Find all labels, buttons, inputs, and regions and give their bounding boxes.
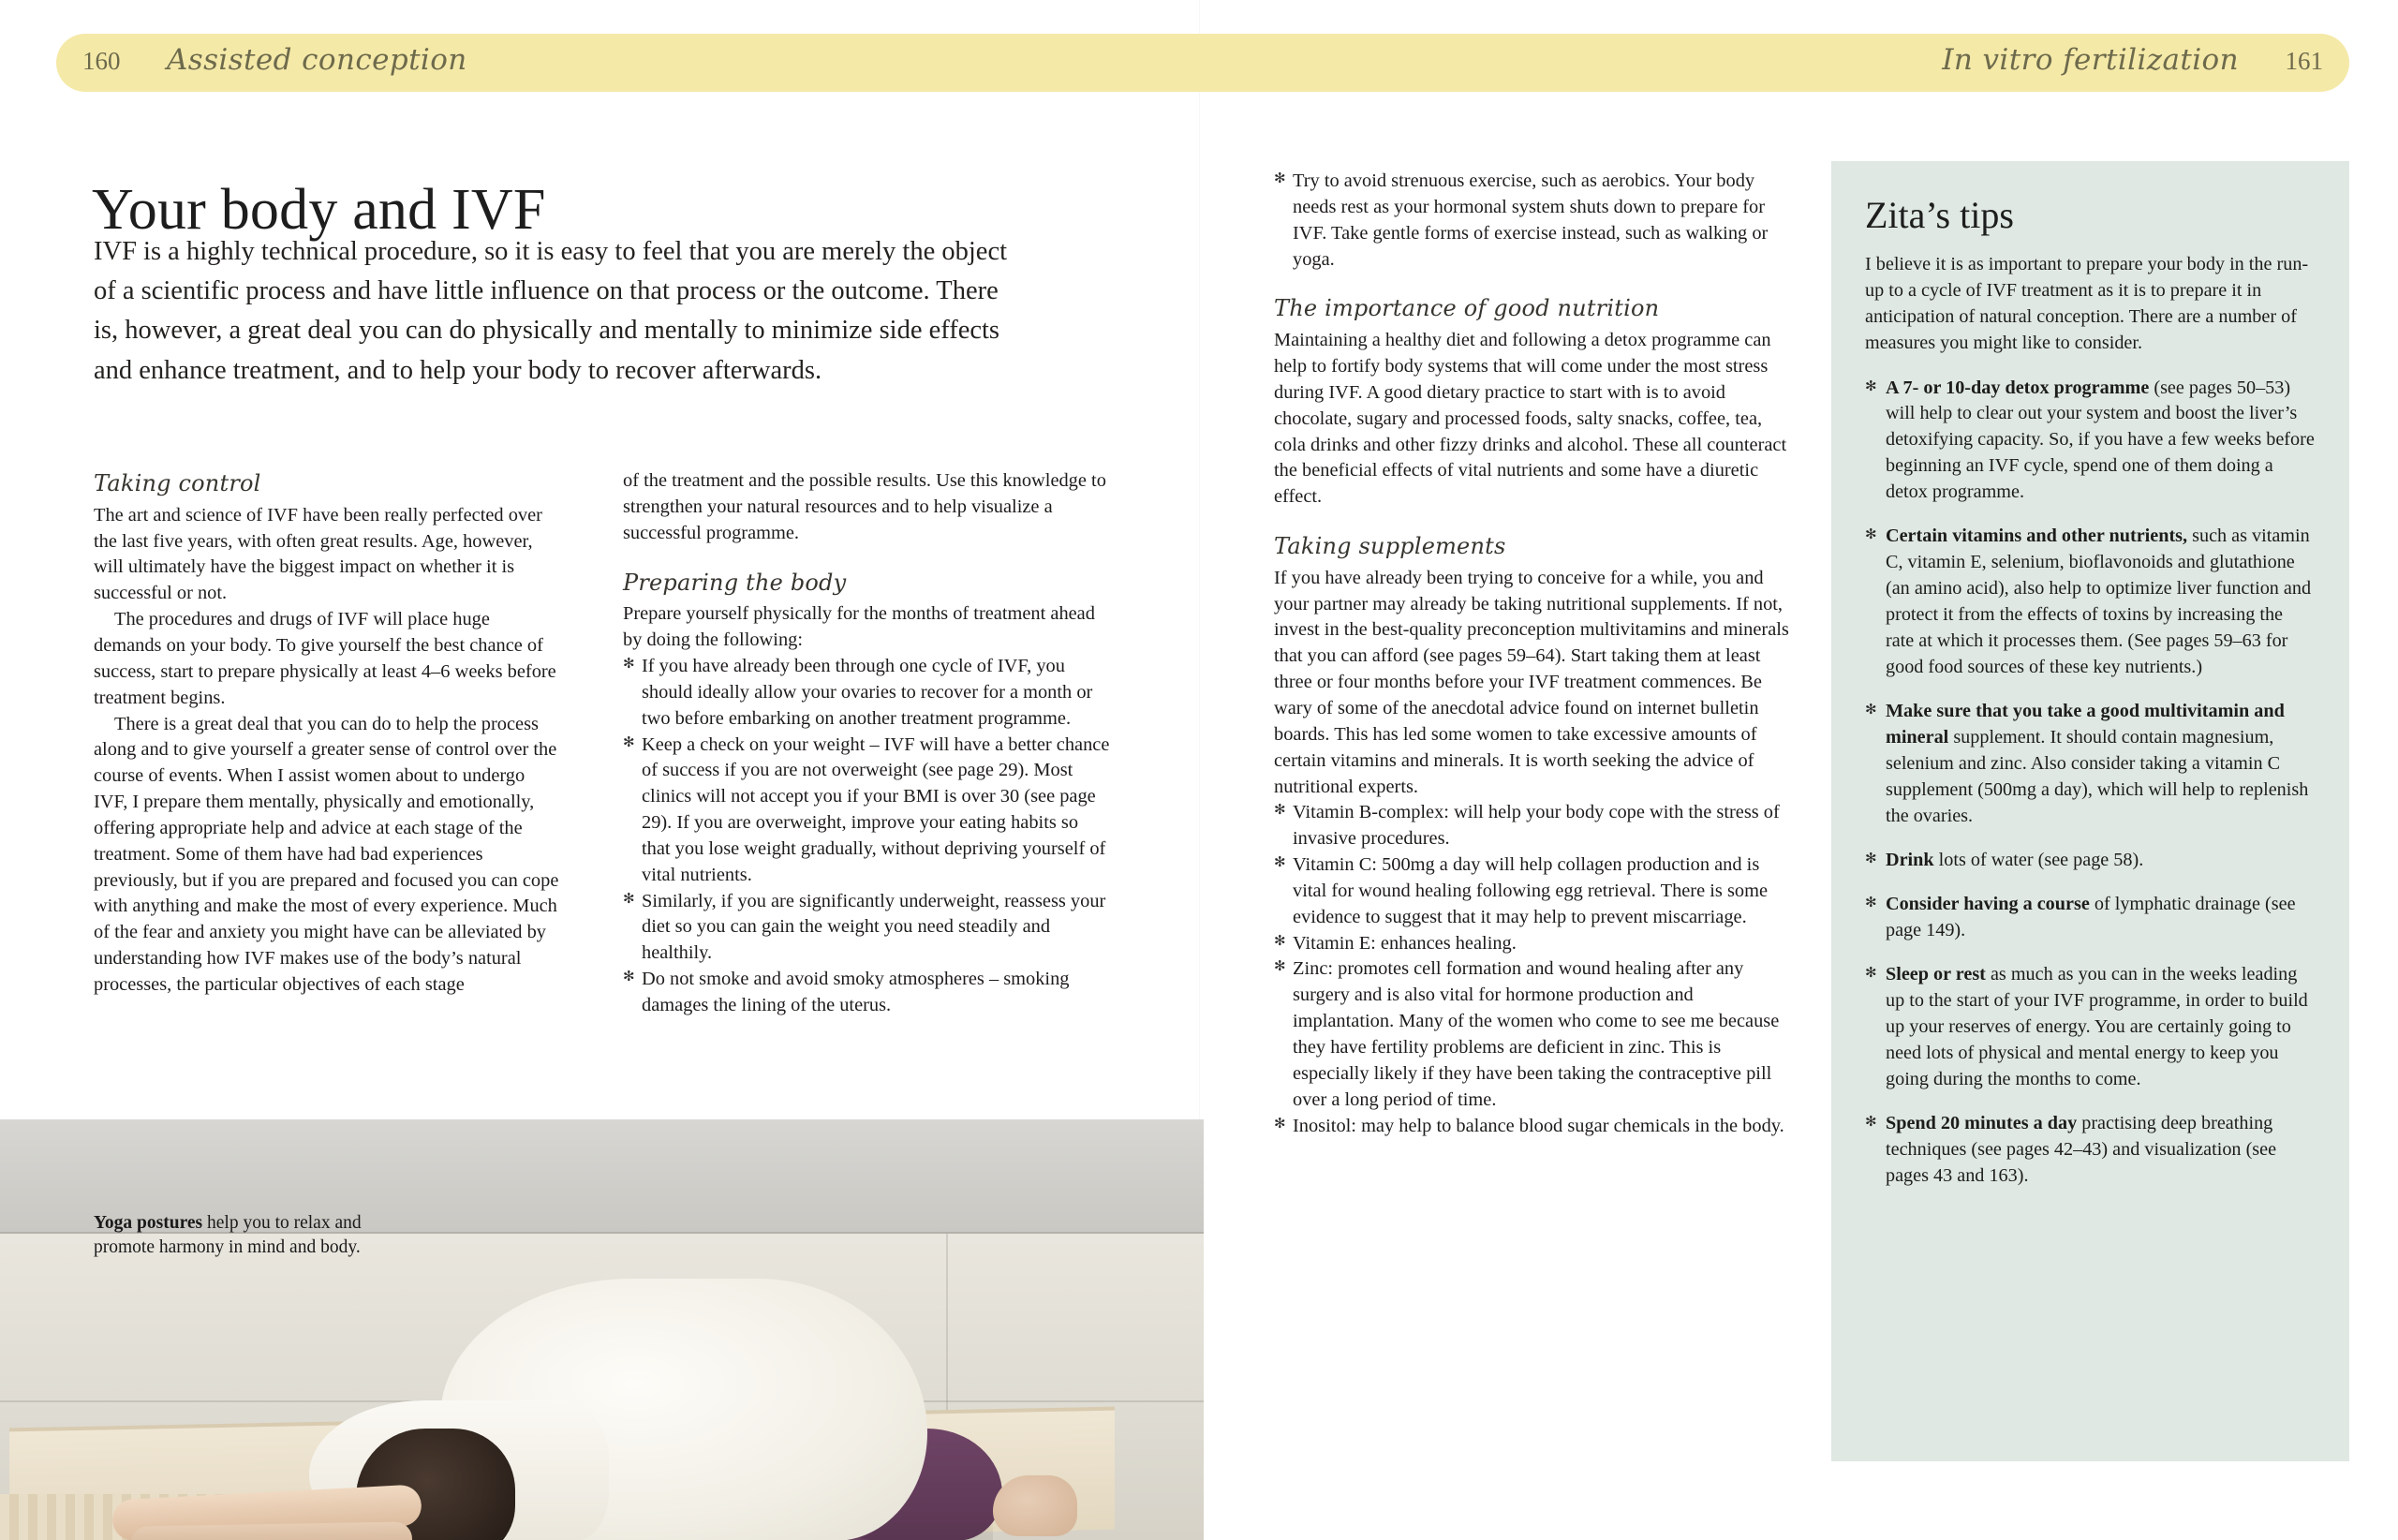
list-item: ✻ Try to avoid strenuous exercise, such as aerobics. Your body needs rest as your hormonal system shuts down to prepare for IVF. Take gentle forms of exercise instead, such as walking or yoga. — [1274, 169, 1791, 273]
list-item — [1865, 524, 2316, 681]
tip-lead: Certain vitamins and other nutrients, — [1886, 526, 2188, 547]
subheading-nutrition: The importance of good nutrition — [1274, 295, 1660, 322]
figure-foot — [993, 1475, 1077, 1536]
tip-text: lots of water (see page 58). — [1933, 850, 2144, 870]
tip-text: (see pages 50–53) will help to clear out your system and boost the liver’s detoxifying capacity. So, if you have a few weeks before beginning an IVF cycle, spend one of them doing a detox programme. — [1886, 377, 2315, 503]
paragraph: Maintaining a healthy diet and following a detox programme can help to fortify body systems that will come under the most stress during IVF. A good dietary practice to start with is to avoid chocolate, sugary and processed foods, salty snacks, coffee, tea, cola drinks and other fizzy drinks and alcohol. These all counteract the beneficial effects of vital nutrients and some have a diuretic effect. — [1274, 330, 1787, 508]
tips-panel-lead: I believe it is as important to prepare your body in the run-up to a cycle of IVF treatment as it is to prepare it in anticipation of natural conception. There are a number of measures you might like to consider. — [1865, 254, 2309, 353]
subheading-preparing-the-body: Preparing the body — [623, 569, 847, 596]
running-head-band — [56, 34, 2349, 92]
tip-lead: Spend 20 minutes a day — [1886, 1112, 2078, 1133]
body-column-3 — [1274, 169, 1791, 1139]
list-item — [1865, 699, 2316, 830]
paragraph: If you have already been trying to conceive for a while, you and your partner may already be taking nutritional supplements. If not, invest in the best-quality preconception multivitamins and minerals that you can afford (see pages 59–64). Start taking them at least three or four months before your IVF treatment commences. Be wary of some of the anecdotal advice found on internet bulletin boards. This has led some women to take excessive amounts of certain vitamins and minerals. It is worth seeking the advice of nutritional experts. — [1274, 567, 1789, 797]
standfirst-paragraph: IVF is a highly technical procedure, so it is easy to feel that you are merely the object of a scientific process and have little influence on that process or the outcome. There is, however, a great deal you can do physically and mentally to minimize side effects and enhance treatment, and to help your body to recover afterwards. — [94, 237, 1008, 385]
chapter-title-right: In vitro fertilization — [1942, 43, 2239, 77]
subheading-taking-control: Taking control — [94, 470, 261, 496]
folio-right: 161 — [2285, 47, 2323, 75]
tip-lead: A 7- or 10-day detox programme — [1886, 377, 2150, 398]
chapter-title-left: Assisted conception — [167, 43, 467, 77]
list-item: ✻ Inositol: may help to balance blood sugar chemicals in the body. — [1274, 1114, 1791, 1140]
tip-text: supplement. It should contain magnesium, selenium and zinc. Also consider taking a vitamin C supplement (500mg a day), which will help to replenish the ovaries. — [1886, 727, 2309, 827]
paragraph: There is a great deal that you can do to help the process along and to give yourself a greater sense of control over the course of events. When I assist women about to undergo IVF, I prepare them mentally, physically and emotionally, offering appropriate help and advice at each stage of the treatment. Some of them have had bad experiences previously, but if you are prepared and focused you can cope with anything and make the most of every experience. Much of the fear and anxiety you might have can be alleviated by understanding how IVF makes use of the body’s natural processes, the particular objectives of each stage — [94, 713, 559, 995]
list-item: ✻ Vitamin B-complex: will help your body cope with the stress of invasive procedures. — [1274, 800, 1791, 852]
list-item: ✻ Keep a check on your weight – IVF will have a better chance of success if you are not overweight (see page 29). Most clinics will not accept you if your BMI is over 30 (see page 29). If you are overweight, improve your eating habits so that you lose weight gradually, without depriving yourself of vital nutrients. — [623, 733, 1110, 889]
yoga-photograph — [0, 1119, 1204, 1540]
body-column-2 — [623, 468, 1110, 1019]
photo-caption-rest: help you to relax and promote harmony in mind and body. — [94, 1213, 362, 1257]
list-item: ✻ Similarly, if you are significantly underweight, reassess your diet so you can gain the weight you need steadily and healthily. — [623, 889, 1110, 968]
paragraph: The art and science of IVF have been really perfected over the last five years, with often great results. Age, however, will ultimately have the biggest impact on whether it is successful or not. — [94, 504, 542, 604]
list-item — [1865, 1111, 2316, 1190]
list-item: ✻ Vitamin E: enhances healing. — [1274, 931, 1791, 957]
tip-lead: Sleep or rest — [1886, 963, 1986, 985]
photo-caption-lead: Yoga postures — [94, 1213, 203, 1233]
list-item: ✻ Do not smoke and avoid smoky atmospheres – smoking damages the lining of the uterus. — [623, 967, 1110, 1019]
paragraph-continuation: of the treatment and the possible results. Use this knowledge to strengthen your natural resources and to help visualize a successful programme. — [623, 470, 1106, 543]
tip-lead: Drink — [1886, 850, 1934, 870]
tip-text: such as vitamin C, vitamin E, selenium, bioflavonoids and glutathione (an amino acid), also help to optimize liver function and protect it from the effects of toxins by increasing the rate at which it processes them. (See pages 59–63 for good food sources of these key nutrients.) — [1886, 526, 2312, 678]
tip-text: of lymphatic drainage (see page 149). — [1886, 893, 2296, 940]
list-item — [1865, 376, 2316, 507]
tip-text: practising deep breathing techniques (see pages 42–43) and visualization (see pages 43 and 163). — [1886, 1112, 2277, 1186]
list-item — [1865, 848, 2316, 874]
body-column-1 — [94, 468, 562, 999]
tips-list — [1865, 376, 2316, 1190]
list-item — [1865, 962, 2316, 1093]
page-title: Your body and IVF — [92, 177, 546, 242]
zitas-tips-panel — [1831, 161, 2349, 1461]
preparing-body-list — [623, 654, 1110, 1019]
subheading-supplements: Taking supplements — [1274, 533, 1506, 560]
tip-lead: Consider having a course — [1886, 893, 2090, 914]
list-item — [1865, 892, 2316, 944]
tips-panel-title: Zita’s tips — [1865, 194, 2014, 236]
paragraph: Prepare yourself physically for the months of treatment ahead by doing the following: — [623, 603, 1095, 651]
supplements-list — [1274, 800, 1791, 1139]
list-item: ✻ If you have already been through one cycle of IVF, you should ideally allow your ovaries to recover for a month or two before embarking on another treatment programme. — [623, 654, 1110, 733]
list-item: ✻ Vitamin C: 500mg a day will help collagen production and is vital for wound healing following egg retrieval. There is some evidence to suggest that it may help to prevent miscarriage. — [1274, 852, 1791, 931]
folio-left: 160 — [82, 47, 121, 75]
list-item: ✻ Zinc: promotes cell formation and wound healing after any surgery and is also vital for hormone production and implantation. Many of the women who come to see me because they have fertility problems are deficient in zinc. This is especially likely if they have been taking the contraceptive pill over a long period of time. — [1274, 956, 1791, 1113]
tip-text: as much as you can in the weeks leading up to the start of your IVF programme, in order to build up your reserves of energy. You are certainly going to need lots of physical and mental energy to keep you going during the months to come. — [1886, 963, 2308, 1089]
photo-caption — [94, 1211, 365, 1259]
exercise-list — [1274, 169, 1791, 273]
tip-lead: Make sure that you take a good multivitamin and mineral — [1886, 701, 2285, 748]
paragraph: The procedures and drugs of IVF will place huge demands on your body. To give yourself the best chance of success, start to prepare physically at least 4–6 weeks before treatment begins. — [94, 609, 556, 708]
